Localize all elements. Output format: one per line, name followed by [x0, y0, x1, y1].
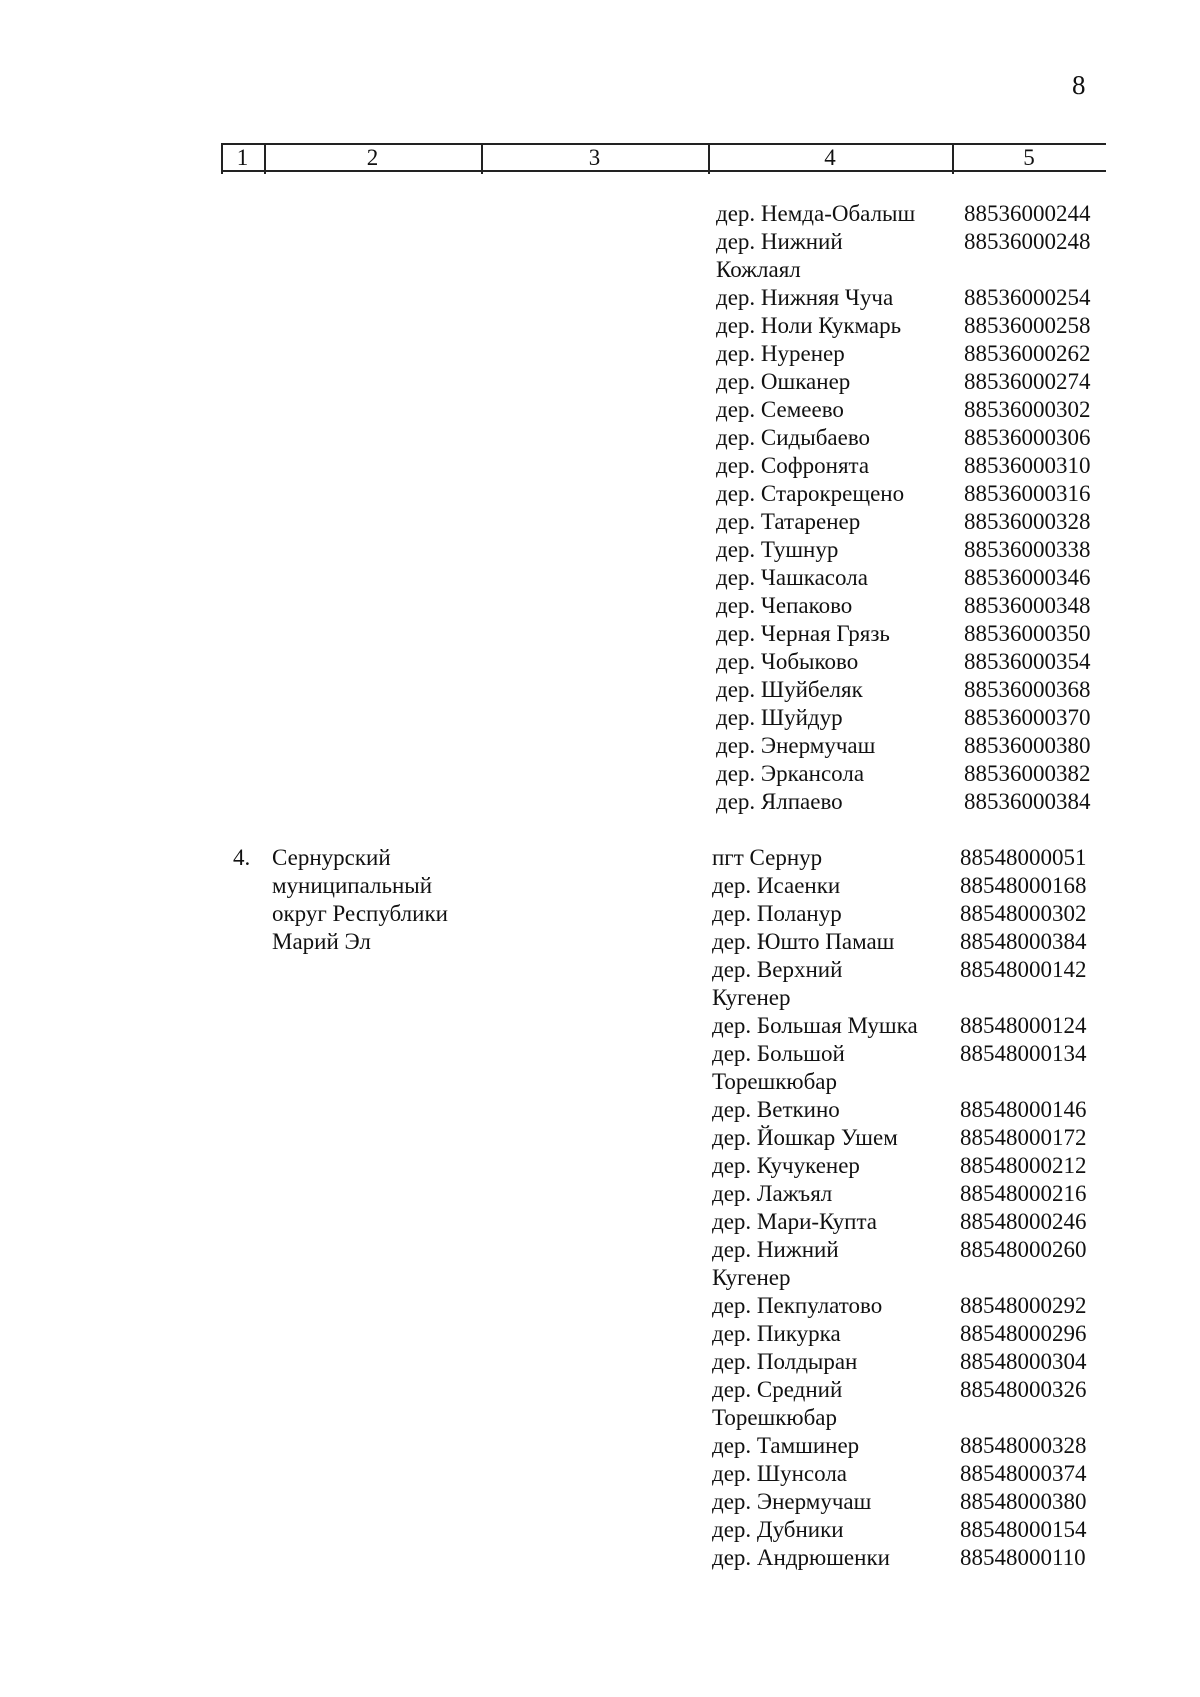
oktmo-code: 88548000296	[960, 1321, 1087, 1346]
oktmo-code: 88548000380	[960, 1489, 1087, 1514]
table-row	[0, 1292, 1200, 1320]
table-row	[0, 228, 1200, 284]
table-row	[0, 1012, 1200, 1040]
table-row	[0, 1152, 1200, 1180]
oktmo-code: 88548000154	[960, 1517, 1087, 1542]
settlement-name: дер. Полдыран	[712, 1349, 858, 1374]
header-col-5: 5	[1023, 144, 1035, 170]
table-row	[0, 480, 1200, 508]
settlement-name: дер. Мари-Купта	[712, 1209, 877, 1234]
oktmo-code: 88536000310	[964, 453, 1091, 478]
settlement-name: дер. Исаенки	[712, 873, 841, 898]
oktmo-code: 88536000316	[964, 481, 1091, 506]
oktmo-code: 88548000302	[960, 901, 1087, 926]
settlement-name: дер. Юшто Памаш	[712, 929, 895, 954]
oktmo-code: 88536000258	[964, 313, 1091, 338]
oktmo-code: 88536000244	[964, 201, 1091, 226]
oktmo-code: 88548000384	[960, 929, 1087, 954]
oktmo-code: 88548000374	[960, 1461, 1087, 1486]
page-number: 8	[1072, 70, 1086, 100]
settlement-name: дер. Ялпаево	[716, 789, 843, 814]
oktmo-code: 88536000370	[964, 705, 1091, 730]
table-header-row	[221, 143, 1106, 172]
header-col-3: 3	[588, 144, 601, 170]
table-row	[0, 900, 1200, 928]
oktmo-code: 88536000350	[964, 621, 1091, 646]
oktmo-code: 88536000306	[964, 425, 1091, 450]
oktmo-code: 88548000216	[960, 1181, 1087, 1206]
oktmo-code: 88536000338	[964, 537, 1091, 562]
oktmo-code: 88548000134	[960, 1041, 1087, 1066]
municipality-name: Сернурский муниципальный округ Республики Марий Эл	[272, 845, 448, 954]
table-row	[0, 1348, 1200, 1376]
table-row	[0, 564, 1200, 592]
header-col-4: 4	[824, 144, 836, 170]
settlement-name: дер. Большая Мушка	[712, 1013, 918, 1038]
table-row	[0, 648, 1200, 676]
settlement-name: дер. Эркансола	[716, 761, 865, 786]
table-row	[0, 1376, 1200, 1432]
settlement-name: дер. Шунсола	[712, 1461, 848, 1486]
oktmo-code: 88536000262	[964, 341, 1091, 366]
table-row	[0, 340, 1200, 368]
settlement-name: дер. Чепаково	[716, 593, 853, 618]
table-row	[0, 844, 1200, 872]
settlement-name: дер. Шуйбеляк	[716, 677, 863, 702]
settlement-name: дер. Дубники	[712, 1517, 844, 1542]
settlement-name: дер. Энермучаш	[716, 733, 876, 758]
settlement-name: дер. Энермучаш	[712, 1489, 872, 1514]
settlement-name: дер. Нижняя Чуча	[716, 285, 894, 310]
table-row	[0, 956, 1200, 1012]
oktmo-code: 88548000172	[960, 1125, 1087, 1150]
settlement-name: дер. Веткино	[712, 1097, 840, 1122]
settlement-name: дер. Кучукенер	[712, 1153, 860, 1178]
settlement-name: дер. Нижний Кугенер	[712, 1237, 839, 1290]
settlement-name: дер. Шуйдур	[716, 705, 843, 730]
settlement-list	[0, 844, 1200, 1572]
oktmo-code: 88536000368	[964, 677, 1091, 702]
header-col-1: 1	[236, 144, 249, 170]
table-row	[0, 732, 1200, 760]
table-row	[0, 620, 1200, 648]
table-row	[0, 704, 1200, 732]
oktmo-code: 88548000292	[960, 1293, 1087, 1318]
table-row	[0, 1124, 1200, 1152]
settlement-name: дер. Пекпулатово	[712, 1293, 883, 1318]
table-row	[0, 928, 1200, 956]
table-row	[0, 676, 1200, 704]
table-row	[0, 536, 1200, 564]
settlement-name: дер. Софронята	[716, 453, 870, 478]
oktmo-code: 88536000354	[964, 649, 1091, 674]
settlement-name: дер. Большой Торешкюбар	[712, 1041, 845, 1094]
table-row	[0, 284, 1200, 312]
settlement-name: дер. Татаренер	[716, 509, 861, 534]
settlement-name: дер. Средний Торешкюбар	[712, 1377, 843, 1430]
settlement-name: дер. Немда-Обалыш	[716, 201, 916, 226]
oktmo-code: 88548000168	[960, 873, 1087, 898]
table-row	[0, 872, 1200, 900]
oktmo-code: 88536000328	[964, 509, 1091, 534]
settlement-name: дер. Черная Грязь	[716, 621, 890, 646]
table-row	[0, 1544, 1200, 1572]
oktmo-code: 88536000380	[964, 733, 1091, 758]
settlement-name: дер. Нуренер	[716, 341, 845, 366]
oktmo-code: 88548000328	[960, 1433, 1087, 1458]
table-row	[0, 1236, 1200, 1292]
oktmo-code: 88536000384	[964, 789, 1091, 814]
settlement-name: дер. Поланур	[712, 901, 842, 926]
settlement-name: дер. Ошканер	[716, 369, 851, 394]
settlement-name: дер. Семеево	[716, 397, 844, 422]
table-row	[0, 424, 1200, 452]
settlement-name: дер. Тамшинер	[712, 1433, 860, 1458]
table-row	[0, 368, 1200, 396]
oktmo-code: 88548000146	[960, 1097, 1087, 1122]
settlement-name: дер. Чашкасола	[716, 565, 868, 590]
settlement-name: дер. Йошкар Ушем	[712, 1125, 898, 1150]
settlement-name: дер. Пикурка	[712, 1321, 841, 1346]
oktmo-code: 88536000254	[964, 285, 1091, 310]
oktmo-code: 88536000346	[964, 565, 1091, 590]
settlement-name: дер. Чобыково	[716, 649, 859, 674]
settlement-name: дер. Старокрещено	[716, 481, 905, 506]
section-number: 4.	[233, 845, 251, 870]
table-row	[0, 1320, 1200, 1348]
settlement-name: пгт Сернур	[712, 845, 823, 870]
settlement-name: дер. Лажъял	[712, 1181, 833, 1206]
table-row	[0, 396, 1200, 424]
table-row	[0, 592, 1200, 620]
settlement-name: дер. Нижний Кожлаял	[716, 229, 843, 282]
oktmo-code: 88536000302	[964, 397, 1091, 422]
oktmo-code: 88548000212	[960, 1153, 1087, 1178]
oktmo-code: 88548000110	[960, 1545, 1086, 1570]
table-row	[0, 312, 1200, 340]
header-col-2: 2	[366, 144, 379, 170]
table-row	[0, 1208, 1200, 1236]
table-row	[0, 1096, 1200, 1124]
settlement-list	[0, 200, 1200, 816]
oktmo-code: 88536000348	[964, 593, 1091, 618]
table-row	[0, 760, 1200, 788]
oktmo-code: 88536000382	[964, 761, 1091, 786]
oktmo-code: 88536000248	[964, 229, 1091, 254]
oktmo-code: 88548000326	[960, 1377, 1087, 1402]
settlement-name: дер. Верхний Кугенер	[712, 957, 843, 1010]
settlement-name: дер. Тушнур	[716, 537, 839, 562]
table-row	[0, 1180, 1200, 1208]
table-row	[0, 1432, 1200, 1460]
table-row	[0, 508, 1200, 536]
oktmo-code: 88548000124	[960, 1013, 1087, 1038]
oktmo-code: 88548000051	[960, 845, 1087, 870]
settlement-name: дер. Ноли Кукмарь	[716, 313, 902, 338]
table-row	[0, 1460, 1200, 1488]
oktmo-code: 88548000142	[960, 957, 1087, 982]
oktmo-code: 88548000304	[960, 1349, 1087, 1374]
table-row	[0, 788, 1200, 816]
table-row	[0, 452, 1200, 480]
table-row	[0, 1488, 1200, 1516]
table-row	[0, 1516, 1200, 1544]
settlement-name: дер. Андрюшенки	[712, 1545, 890, 1570]
table-row	[0, 200, 1200, 228]
table-row	[0, 1040, 1200, 1096]
oktmo-code: 88548000260	[960, 1237, 1087, 1262]
settlement-name: дер. Сидыбаево	[716, 425, 871, 450]
oktmo-code: 88536000274	[964, 369, 1091, 394]
oktmo-code: 88548000246	[960, 1209, 1087, 1234]
